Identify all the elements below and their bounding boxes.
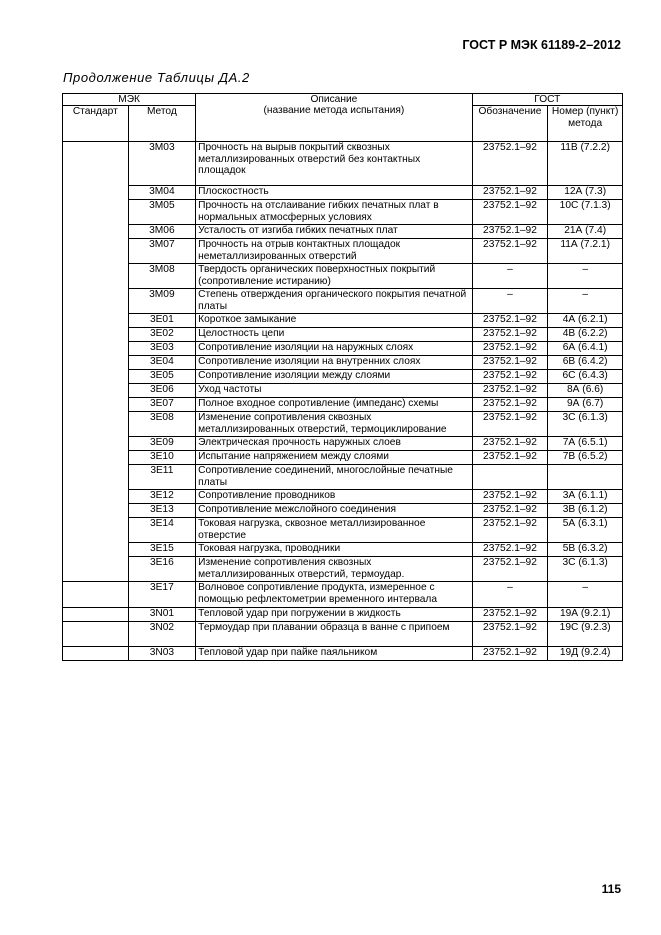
designation-cell: 23752.1–92: [472, 225, 548, 239]
standard-cell: [63, 582, 129, 608]
number-cell: 11А (7.2.1): [548, 239, 623, 264]
number-cell: 6А (6.4.1): [548, 342, 623, 356]
number-cell: 3В (6.1.2): [548, 504, 623, 518]
method-cell: 3Е04: [128, 356, 196, 370]
number-cell: –: [548, 582, 623, 608]
description-cell: Токовая нагрузка, сквозное металлизированное отверстие: [196, 518, 472, 543]
table-body: [63, 142, 623, 661]
number-cell: 6В (6.4.2): [548, 356, 623, 370]
designation-cell: 23752.1–92: [472, 622, 548, 647]
number-cell: 3А (6.1.1): [548, 490, 623, 504]
designation-cell: 23752.1–92: [472, 543, 548, 557]
designation-cell: 23752.1–92: [472, 142, 548, 186]
method-cell: 3Е05: [128, 370, 196, 384]
description-header-title: Описание: [310, 94, 358, 105]
description-cell: Усталость от изгиба гибких печатных плат: [196, 225, 472, 239]
table-row: [63, 622, 623, 647]
method-cell: 3М08: [128, 264, 196, 289]
table-row: [63, 239, 623, 264]
method-cell: 3Е02: [128, 328, 196, 342]
number-cell: 5В (6.3.2): [548, 543, 623, 557]
description-cell: Токовая нагрузка, проводники: [196, 543, 472, 557]
table-row: [63, 518, 623, 543]
table-row: [63, 543, 623, 557]
method-cell: 3М05: [128, 200, 196, 225]
description-cell: Короткое замыкание: [196, 314, 472, 328]
description-cell: Тепловой удар при погружении в жидкость: [196, 608, 472, 622]
designation-cell: –: [472, 582, 548, 608]
method-cell: 3N01: [128, 608, 196, 622]
designation-cell: 23752.1–92: [472, 437, 548, 451]
designation-cell: 23752.1–92: [472, 398, 548, 412]
table-row: [63, 384, 623, 398]
method-cell: 3Е13: [128, 504, 196, 518]
table-row: [63, 437, 623, 451]
table-row: [63, 356, 623, 370]
standard-cell: [63, 647, 129, 661]
number-cell: 4В (6.2.2): [548, 328, 623, 342]
number-cell: 19Д (9.2.4): [548, 647, 623, 661]
designation-cell: 23752.1–92: [472, 647, 548, 661]
table-row: [63, 142, 623, 186]
number-cell: 6С (6.4.3): [548, 370, 623, 384]
method-cell: 3Е10: [128, 451, 196, 465]
table-row: [63, 289, 623, 314]
number-cell: 21А (7.4): [548, 225, 623, 239]
method-cell: 3Е08: [128, 412, 196, 437]
method-cell: 3Е03: [128, 342, 196, 356]
description-cell: Сопротивление изоляции на наружных слоях: [196, 342, 472, 356]
table-row: [63, 582, 623, 608]
description-cell: Сопротивление соединений, многослойные печатные платы: [196, 465, 472, 490]
description-cell: Полное входное сопротивление (импеданс) схемы: [196, 398, 472, 412]
table-row: [63, 328, 623, 342]
page-number: 115: [601, 882, 621, 896]
standard-header: Стандарт: [63, 106, 129, 142]
method-header: Метод: [128, 106, 196, 142]
table-row: [63, 314, 623, 328]
method-cell: 3Е07: [128, 398, 196, 412]
description-cell: Волновое сопротивление продукта, измеренное с помощью рефлектометрии временного интервала: [196, 582, 472, 608]
table-row: [63, 451, 623, 465]
description-cell: Изменение сопротивления сквозных металлизированных отверстий, термоциклирование: [196, 412, 472, 437]
description-cell: Испытание напряжением между слоями: [196, 451, 472, 465]
number-cell: –: [548, 264, 623, 289]
method-cell: 3N03: [128, 647, 196, 661]
methods-table: [62, 93, 623, 661]
description-cell: Плоскостность: [196, 186, 472, 200]
method-cell: 3Е09: [128, 437, 196, 451]
designation-cell: 23752.1–92: [472, 490, 548, 504]
number-cell: 10С (7.1.3): [548, 200, 623, 225]
description-cell: Степень отверждения органического покрытия печатной платы: [196, 289, 472, 314]
iec-header: МЭК: [63, 94, 196, 106]
number-cell: 5А (6.3.1): [548, 518, 623, 543]
designation-cell: 23752.1–92: [472, 518, 548, 543]
table-row: [63, 504, 623, 518]
description-cell: Прочность на вырыв покрытий сквозных металлизированных отверстий без контактных площадок: [196, 142, 472, 186]
method-cell: 3М03: [128, 142, 196, 186]
description-cell: Тепловой удар при пайке паяльником: [196, 647, 472, 661]
number-cell: 3С (6.1.3): [548, 412, 623, 437]
table-row: [63, 557, 623, 582]
description-cell: Электрическая прочность наружных слоев: [196, 437, 472, 451]
designation-header: Обозначение: [472, 106, 548, 142]
method-cell: 3Е12: [128, 490, 196, 504]
number-header: Номер (пункт) метода: [548, 106, 623, 142]
designation-cell: 23752.1–92: [472, 557, 548, 582]
designation-cell: [472, 465, 548, 490]
description-cell: Целостность цепи: [196, 328, 472, 342]
number-cell: 3С (6.1.3): [548, 557, 623, 582]
method-cell: 3М04: [128, 186, 196, 200]
description-cell: Сопротивление изоляции на внутренних слоях: [196, 356, 472, 370]
designation-cell: 23752.1–92: [472, 451, 548, 465]
method-cell: 3N02: [128, 622, 196, 647]
standard-cell: [63, 142, 129, 582]
table-row: [63, 398, 623, 412]
description-cell: Уход частоты: [196, 384, 472, 398]
method-cell: 3Е06: [128, 384, 196, 398]
number-cell: 8А (6.6): [548, 384, 623, 398]
description-cell: Прочность на отслаивание гибких печатных плат в нормальных атмосферных условиях: [196, 200, 472, 225]
designation-cell: 23752.1–92: [472, 200, 548, 225]
table-row: [63, 200, 623, 225]
standard-cell: [63, 608, 129, 622]
method-cell: 3Е01: [128, 314, 196, 328]
table-row: [63, 647, 623, 661]
method-cell: 3Е15: [128, 543, 196, 557]
number-cell: 19С (9.2.3): [548, 622, 623, 647]
method-cell: 3М07: [128, 239, 196, 264]
description-header: [196, 94, 472, 142]
standard-cell: [63, 622, 129, 647]
designation-cell: 23752.1–92: [472, 314, 548, 328]
description-header-subtitle: (название метода испытания): [263, 105, 405, 117]
description-cell: Сопротивление проводников: [196, 490, 472, 504]
description-cell: Прочность на отрыв контактных площадок неметаллизированных отверстий: [196, 239, 472, 264]
designation-cell: 23752.1–92: [472, 356, 548, 370]
description-cell: Твердость органических поверхностных покрытий (сопротивление истиранию): [196, 264, 472, 289]
designation-cell: 23752.1–92: [472, 342, 548, 356]
table-row: [63, 608, 623, 622]
method-cell: 3М06: [128, 225, 196, 239]
table-row: [63, 264, 623, 289]
designation-cell: 23752.1–92: [472, 328, 548, 342]
table-row: [63, 370, 623, 384]
method-cell: 3Е11: [128, 465, 196, 490]
designation-cell: –: [472, 289, 548, 314]
number-cell: 19А (9.2.1): [548, 608, 623, 622]
designation-cell: 23752.1–92: [472, 239, 548, 264]
table-row: [63, 225, 623, 239]
method-cell: 3Е17: [128, 582, 196, 608]
designation-cell: 23752.1–92: [472, 370, 548, 384]
designation-cell: 23752.1–92: [472, 504, 548, 518]
table-row: [63, 186, 623, 200]
designation-cell: 23752.1–92: [472, 186, 548, 200]
designation-cell: –: [472, 264, 548, 289]
designation-cell: 23752.1–92: [472, 384, 548, 398]
number-cell: 7А (6.5.1): [548, 437, 623, 451]
method-cell: 3М09: [128, 289, 196, 314]
designation-cell: 23752.1–92: [472, 608, 548, 622]
document-header: ГОСТ Р МЭК 61189-2–2012: [462, 38, 621, 52]
table-caption: Продолжение Таблицы ДА.2: [63, 70, 250, 85]
number-cell: 11В (7.2.2): [548, 142, 623, 186]
description-cell: Сопротивление изоляции между слоями: [196, 370, 472, 384]
designation-cell: 23752.1–92: [472, 412, 548, 437]
table-row: [63, 342, 623, 356]
number-cell: 9А (6.7): [548, 398, 623, 412]
number-cell: –: [548, 289, 623, 314]
number-cell: 4А (6.2.1): [548, 314, 623, 328]
method-cell: 3Е14: [128, 518, 196, 543]
number-cell: [548, 465, 623, 490]
description-cell: Сопротивление межслойного соединения: [196, 504, 472, 518]
method-cell: 3Е16: [128, 557, 196, 582]
description-cell: Изменение сопротивления сквозных металлизированных отверстий, термоудар.: [196, 557, 472, 582]
description-cell: Термоудар при плавании образца в ванне с припоем: [196, 622, 472, 647]
table-row: [63, 490, 623, 504]
gost-header: ГОСТ: [472, 94, 622, 106]
number-cell: 7В (6.5.2): [548, 451, 623, 465]
number-cell: 12А (7.3): [548, 186, 623, 200]
table-row: [63, 412, 623, 437]
table-row: [63, 465, 623, 490]
